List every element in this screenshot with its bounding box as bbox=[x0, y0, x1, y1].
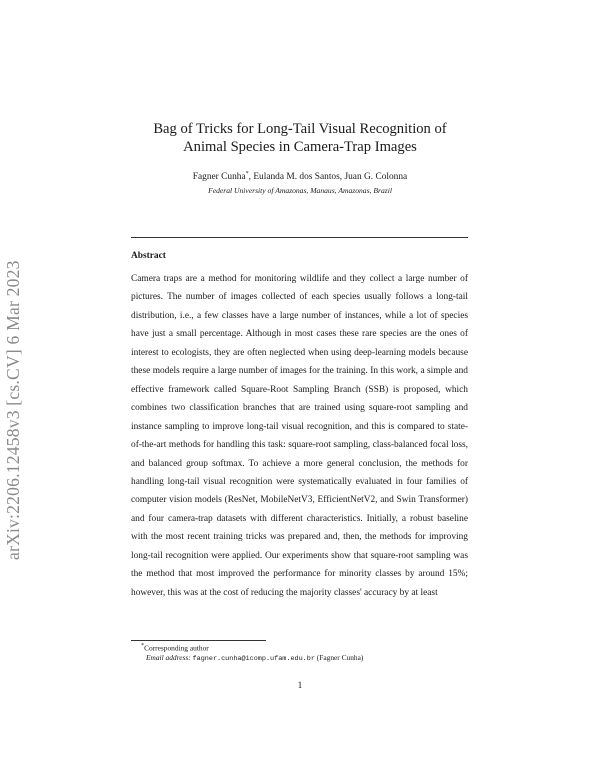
author-list bbox=[100, 171, 500, 182]
abstract-heading: Abstract bbox=[131, 251, 166, 261]
title-line-1: Bag of Tricks for Long-Tail Visual Recognition of bbox=[153, 121, 447, 137]
title-line-2: Animal Species in Camera-Trap Images bbox=[183, 139, 417, 155]
author-affiliation: Federal University of Amazonas, Manaus, Amazonas, Brazil bbox=[208, 186, 392, 195]
email-owner: (Fagner Cunha) bbox=[316, 653, 364, 662]
footnote-corresponding-text: Corresponding author bbox=[144, 643, 209, 653]
footnote-mark: * bbox=[141, 643, 145, 649]
footnote-rule bbox=[131, 640, 266, 641]
abstract-body: Camera traps are a method for monitoring wildlife and they collect a large number of pictures. The number of images collected of each species usually follows a long-tail distribution, i.e., a few classes have a large number of instances, while a lot of species have just a small percentage. Although in most cases these rare species are the ones of interest to ecologists, they are often neglected when using deep-learning models because these models require a large number of images for the training. In this work, a simple and effective framework called Square-Root Sampling Branch (SSB) is proposed, which combines two classification branches that are trained using square-root sampling and instance sampling to improve long-tail visual recognition, and this is compared to state-of-the-art methods for handling this task: square-root sampling, class-balanced focal loss, and balanced group softmax. To achieve a more general conclusion, the methods for handling long-tail visual recognition were systematically evaluated in four families of computer vision models (ResNet, MobileNetV3, EfficientNetV2, and Swin Transformer) and four camera-trap datasets with different characteristics. Initially, a robust baseline with the most recent training tricks was prepared and, then, the methods for improving long-tail recognition were applied. Our experiments show that square-root sampling was the method that most improved the performance for minority classes by around 15%; however, this was at the cost of reducing the majority classes' accuracy by at least bbox=[131, 274, 468, 598]
email-label: Email address: bbox=[146, 653, 191, 662]
email-address[interactable]: fagner.cunha@icomp.ufam.edu.br bbox=[192, 655, 315, 663]
corresponding-author-mark: * bbox=[245, 171, 249, 177]
paper-title bbox=[100, 120, 500, 156]
arxiv-identifier-stamp: arXiv:2206.12458v3 [cs.CV] 6 Mar 2023 bbox=[3, 260, 23, 560]
other-authors: , Eulanda M. dos Santos, Juan G. Colonna bbox=[248, 172, 408, 183]
abstract-top-rule bbox=[131, 237, 468, 238]
first-author: Fagner Cunha bbox=[192, 172, 246, 183]
page-number: 1 bbox=[297, 681, 303, 691]
footnote-corresponding bbox=[141, 643, 209, 652]
footnote-email bbox=[146, 653, 363, 663]
